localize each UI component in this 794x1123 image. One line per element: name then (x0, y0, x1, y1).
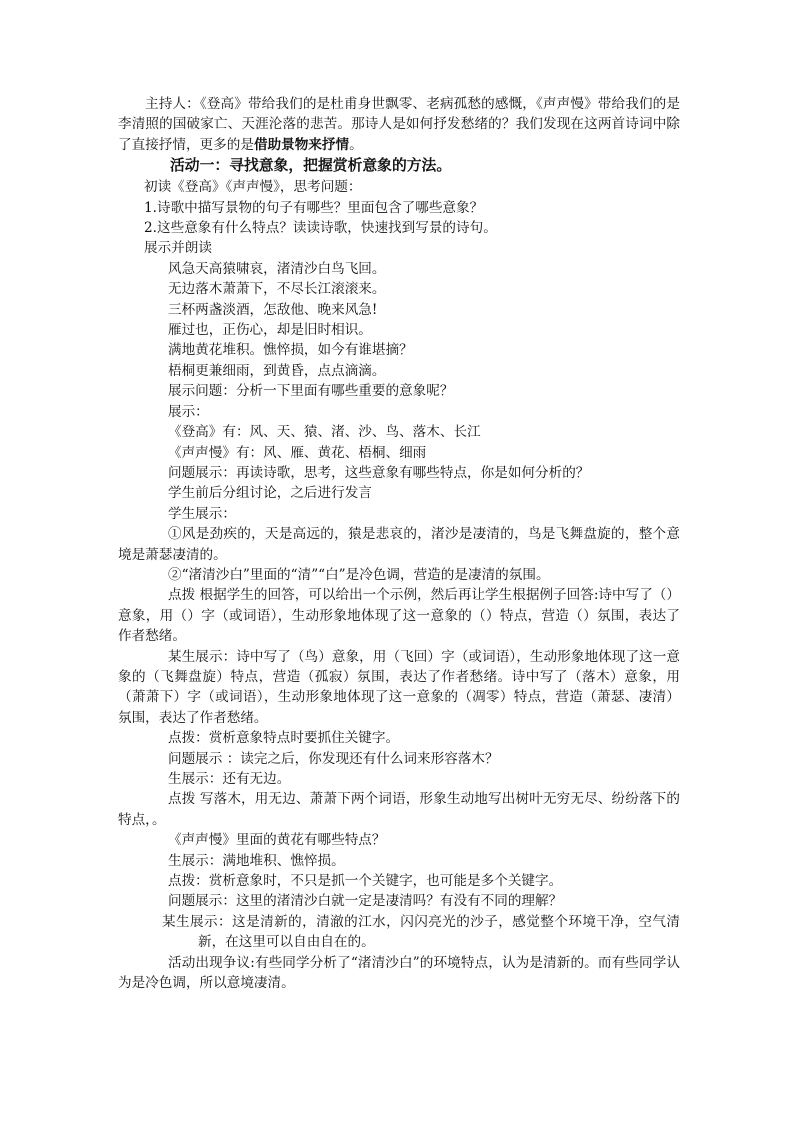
guidance-line: 点拨：赏析意象时，不只是抓一个关键字，也可能是多个关键字。 (168, 873, 563, 890)
intro-bold-text: 借助景物来抒情 (253, 136, 350, 153)
guidance-line: 点拨：赏析意象特点时要抓住关键字。 (168, 730, 400, 747)
question-line: 问题展示 ：读完之后，你发现还有什么词来形容落木？ (168, 750, 499, 767)
poem-line: 雁过也，正伤心，却是旧时相识。 (168, 322, 372, 339)
poem-line: 满地黄花堆积。憔悴损，如今有谁堪摘？ (168, 342, 413, 359)
intro-text: 主持人：《登高》带给我们的是杜甫身世飘零、老病孤愁的感慨，《声声慢》带给我们的是李清照的国破家亡、天涯沦落的悲苦。那诗人是如何抒发愁绪的？我们发现在这两首诗词中除了直接抒情，更多的是 (118, 96, 680, 153)
dispute-paragraph: 活动出现争议:有些同学分析了“渚清沙白”的环境特点，认为是清新的。而有些同学认为是冷色调，所以意境凄清。 (118, 954, 680, 992)
discussion-line: 问题展示：再读诗歌，思考，这些意象有哪些特点，你是如何分析的？ (168, 464, 590, 481)
discussion-line: 《登高》有：风、天、猿、渚、沙、鸟、落木、长江 (168, 424, 481, 441)
question-line: 《声声慢》里面的黄花有哪些特点？ (168, 832, 386, 849)
question-line: 问题展示：这里的渚清沙白就一定是凄清吗？有没有不同的理解？ (168, 893, 563, 910)
student-answer-1: ①风是劲疾的，天是高远的，猿是悲哀的，渚沙是凄清的，鸟是飞舞盘旋的，整个意境是萧瑟凄清的。 (118, 526, 680, 563)
activity-title: 活动一：寻找意象，把握赏析意象的方法。 (170, 157, 452, 175)
student-answer-2: ②“渚清沙白”里面的“清”“白”是冷色调，营造的是凄清的氛围。 (168, 566, 550, 583)
question-line: 初读《登高》《声声慢》，思考问题： (144, 179, 362, 196)
question-line: 1.诗歌中描写景物的句子有哪些？里面包含了哪些意象？ (144, 199, 484, 216)
discussion-line: 《声声慢》有：风、雁、黄花、梧桐、细雨 (168, 444, 427, 461)
intro-paragraph (118, 94, 680, 155)
guidance-paragraph-2: 点拨 写落木，用无边、萧萧下两个词语，形象生动地写出树叶无穷无尽、纷纷落下的特点，。 (118, 791, 680, 828)
poem-line: 风急天高猿啸哀，渚清沙白鸟飞回。 (168, 260, 386, 277)
discussion-line: 学生前后分组讨论，之后进行发言 (168, 485, 372, 502)
guidance-paragraph: 点拨 根据学生的回答，可以给出一个示例，然后再让学生根据例子回答:诗中写了（）意象，用（）字（或词语），生动形象地体现了这一意象的（）特点，营造（）氛围，表达了作者愁绪。 (118, 587, 680, 645)
discussion-line: 展示： (168, 403, 209, 420)
answer-line: 生展示：还有无边。 (168, 771, 291, 787)
student-view-paragraph: 某生展示：这是清新的，清澈的江水，闪闪亮光的沙子，感觉整个环境干净，空气清新，在这里可以自由自在的。 (162, 913, 680, 951)
student-example-paragraph: 某生展示：诗中写了（鸟）意象，用（飞回）字（或词语），生动形象地体现了这一意象的（飞舞盘旋）特点，营造（孤寂）氛围，表达了作者愁绪。诗中写了（落木）意象，用（萧萧下）字（或词语），生动形象地体现了这一意象的（凋零）特点，营造（萧瑟、凄清）氛围，表达了作者愁绪。 (118, 648, 680, 726)
poem-line: 梧桐更兼细雨，到黄昏，点点滴滴。 (168, 362, 386, 379)
question-line: 展示并朗读 (144, 240, 212, 257)
document-page (118, 94, 680, 993)
poem-line: 三杯两盏淡酒，怎敌他、晚来风急! (168, 301, 378, 318)
question-line: 2.这些意象有什么特点？读读诗歌，快速找到写景的诗句。 (144, 220, 497, 237)
discussion-line: 学生展示： (168, 505, 236, 522)
intro-end: 。 (349, 136, 363, 153)
discussion-line: 展示问题：分析一下里面有哪些重要的意象呢？ (168, 383, 454, 400)
answer-line: 生展示：满地堆积、憔悴损。 (168, 852, 345, 869)
poem-line: 无边落木萧萧下，不尽长江滚滚来。 (168, 281, 386, 298)
